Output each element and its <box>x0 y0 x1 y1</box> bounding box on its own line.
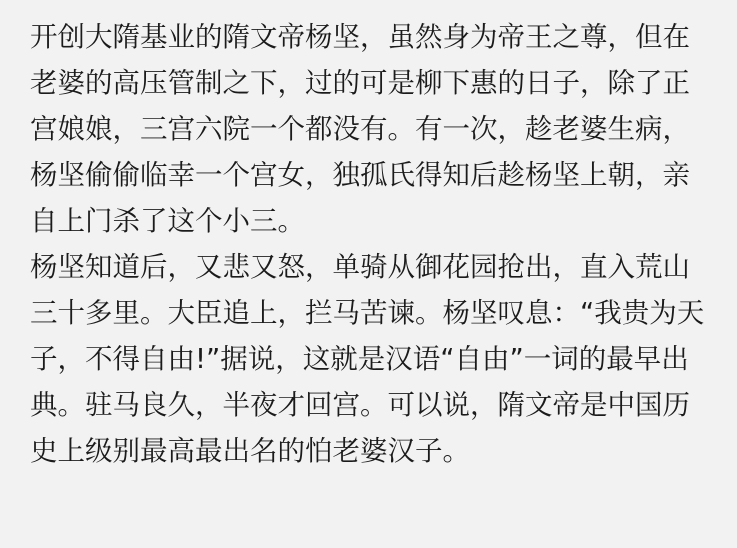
paragraph-2: 杨坚知道后，又悲又怒，单骑从御花园抢出，直入荒山三十多里。大臣追上，拦马苦谏。杨坚叹息：“我贵为天子，不得自由!”据说，这就是汉语“自由”一词的最早出典。驻马良久，半夜才回宫。可以说，隋文帝是中国历史上级别最高最出名的怕老婆汉子。 <box>30 251 705 467</box>
paragraph-1: 开创大隋基业的隋文帝杨坚，虽然身为帝王之尊，但在老婆的高压管制之下，过的可是柳下惠的日子，除了正宫娘娘，三宫六院一个都没有。有一次，趁老婆生病，杨坚偷偷临幸一个宫女，独孤氏得知后趁杨坚上朝，亲自上门杀了这个小三。 <box>30 21 690 237</box>
article-body <box>30 14 712 474</box>
